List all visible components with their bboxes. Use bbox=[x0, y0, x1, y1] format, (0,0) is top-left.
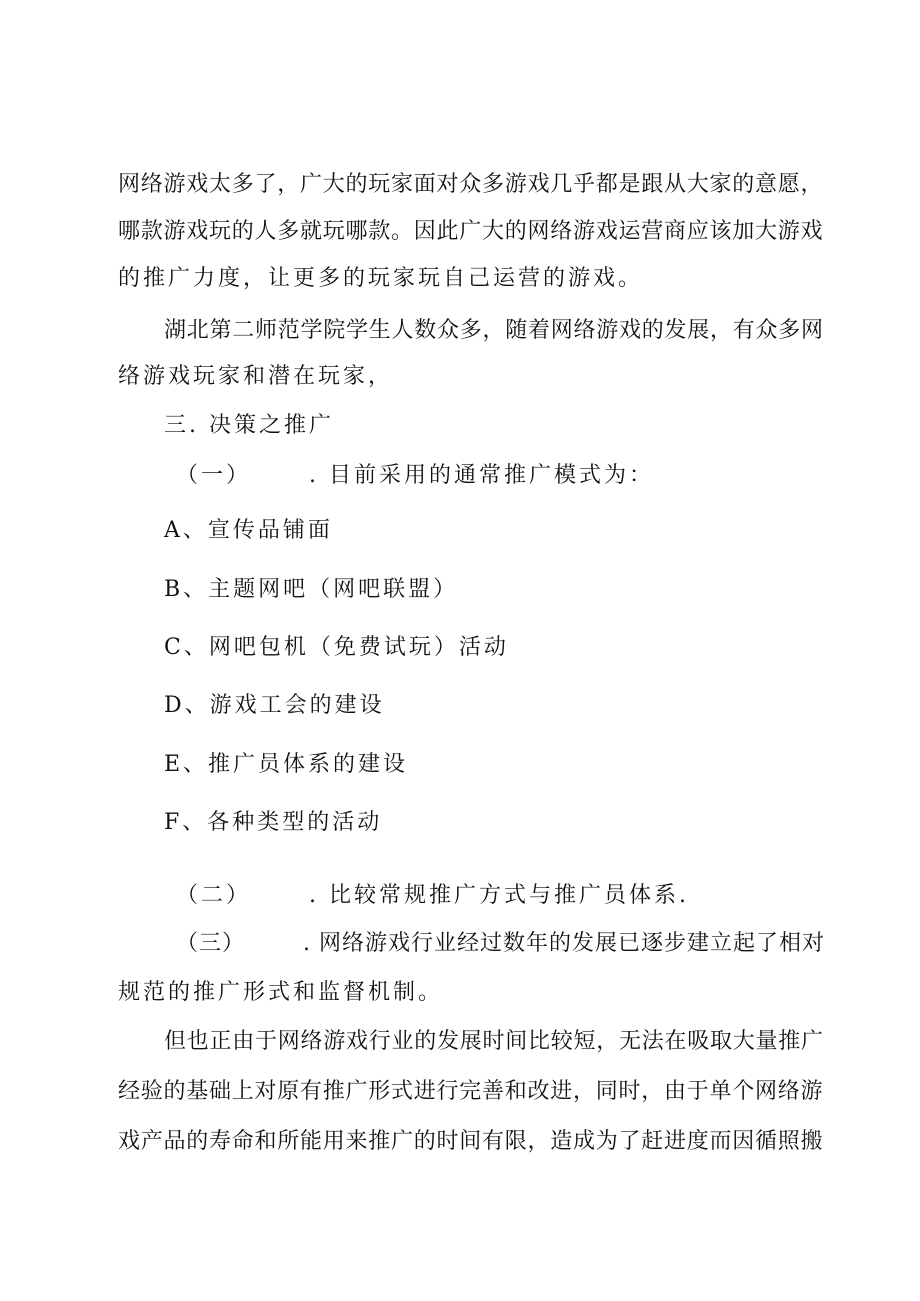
paragraph-3-line-1: 但也正由于网络游戏行业的发展时间比较短，无法在吸取大量推广 bbox=[164, 1029, 824, 1054]
section-heading: 三. 决策之推广 bbox=[164, 413, 334, 438]
paragraph-2-line-1: 湖北第二师范学院学生人数众多，随着网络游戏的发展，有众多网 bbox=[164, 318, 824, 343]
subsection-1-text: . 目前采用的通常推广模式为： bbox=[309, 463, 655, 488]
subsection-1-number: （一） bbox=[176, 463, 252, 488]
paragraph-1-line-1: 网络游戏太多了，广大的玩家面对众多游戏几乎都是跟从大家的意愿， bbox=[118, 172, 824, 197]
subsection-3 bbox=[176, 929, 825, 959]
subsection-3-continuation: 规范的推广形式和监督机制。 bbox=[118, 980, 444, 1005]
subsection-3-text: . 网络游戏行业经过数年的发展已逐步建立起了相对 bbox=[303, 931, 826, 956]
subsection-2-text: . 比较常规推广方式与推广员体系. bbox=[309, 883, 689, 908]
list-item-d: D、游戏工会的建设 bbox=[164, 693, 385, 718]
list-item-f: F、各种类型的活动 bbox=[164, 810, 383, 835]
list-item-b: B、主题网吧（网吧联盟） bbox=[164, 577, 459, 602]
paragraph-2-line-2: 络游戏玩家和潜在玩家， bbox=[118, 364, 394, 389]
subsection-2 bbox=[176, 881, 689, 911]
subsection-1 bbox=[176, 461, 654, 491]
paragraph-1-line-2: 哪款游戏玩的人多就玩哪款。因此广大的网络游戏运营商应该加大游戏 bbox=[118, 219, 824, 244]
list-item-c: C、网吧包机（免费试玩）活动 bbox=[164, 635, 509, 660]
subsection-3-number: （三） bbox=[176, 931, 246, 956]
paragraph-3-line-3: 戏产品的寿命和所能用来推广的时间有限，造成为了赶进度而因循照搬 bbox=[118, 1129, 824, 1154]
subsection-2-number: （二） bbox=[176, 883, 252, 908]
paragraph-3-line-2: 经验的基础上对原有推广形式进行完善和改进，同时，由于单个网络游 bbox=[118, 1079, 824, 1104]
paragraph-1-line-3: 的推广力度，让更多的玩家玩自己运营的游戏。 bbox=[118, 266, 644, 291]
list-item-a: A、宣传品铺面 bbox=[164, 518, 333, 543]
list-item-e: E、推广员体系的建设 bbox=[164, 752, 409, 777]
